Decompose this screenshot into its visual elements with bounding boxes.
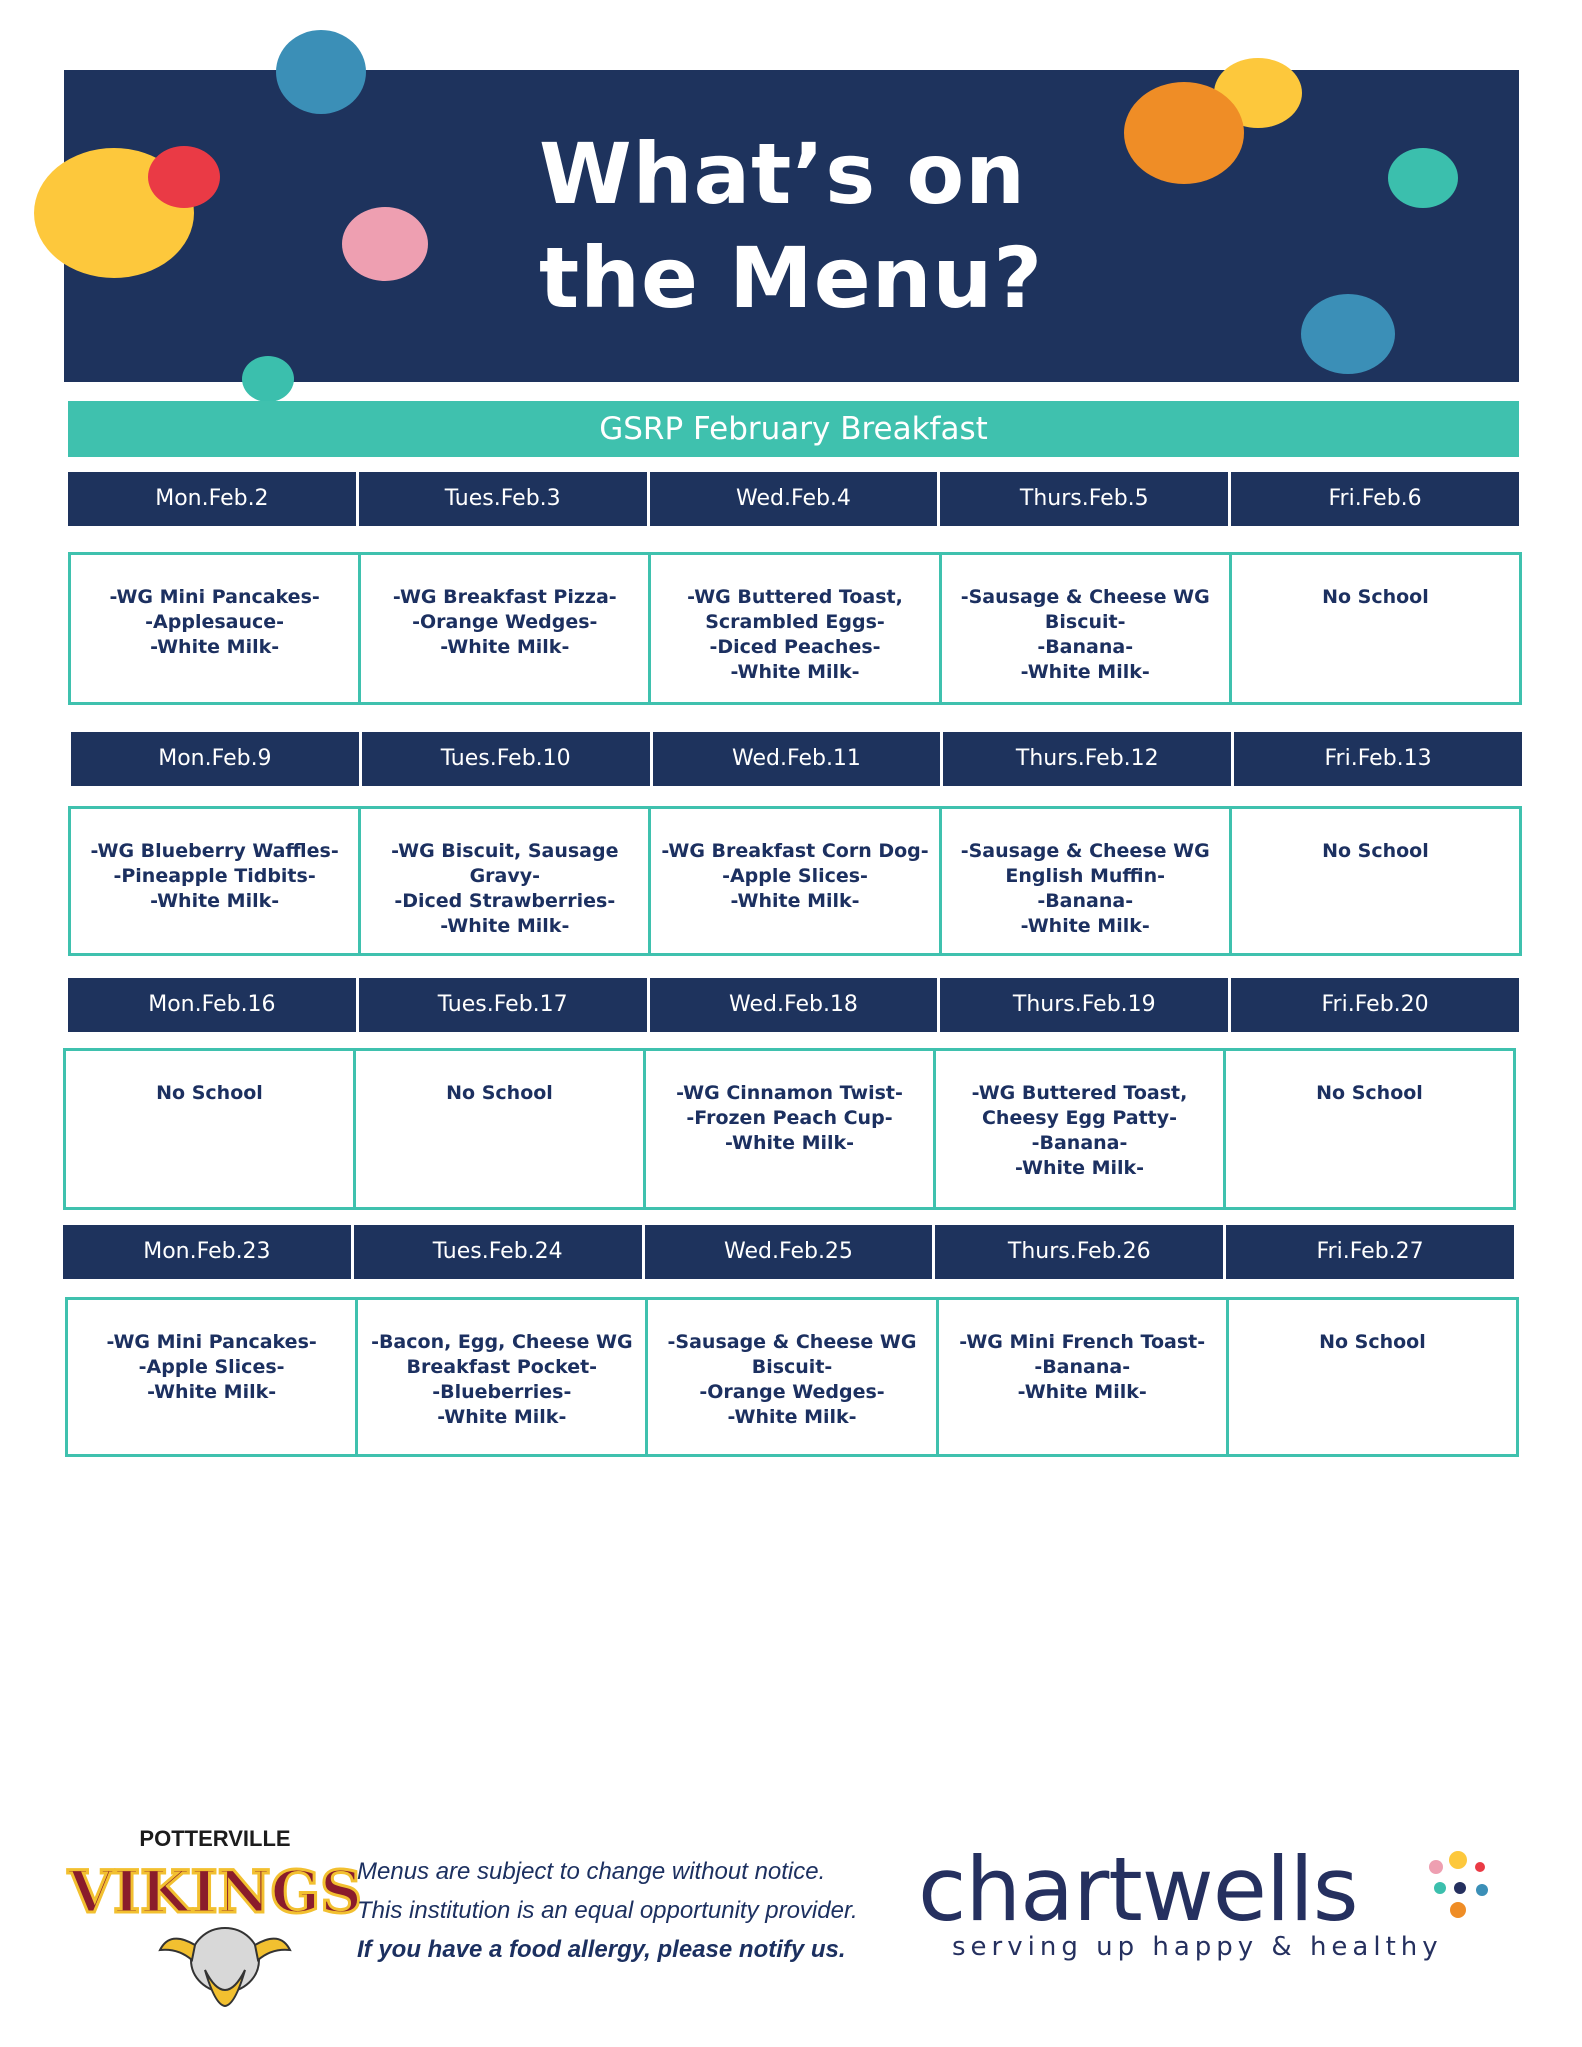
day-header: Tues.Feb.3 [359, 472, 647, 526]
day-menu-cell [1229, 555, 1519, 702]
menu-item: -White Milk- [440, 915, 570, 937]
menu-item: -Sausage & Cheese WG [667, 1331, 917, 1353]
menu-item: -White Milk- [727, 1406, 857, 1428]
menu-item: -Banana- [1031, 1132, 1128, 1154]
week-header-row [68, 978, 1519, 1032]
menu-item: -White Milk- [1020, 661, 1150, 683]
menu-item: No School [1319, 1331, 1426, 1353]
menu-item: -WG Mini Pancakes- [106, 1331, 317, 1353]
decor-dot-blue-right [1301, 294, 1395, 374]
day-menu-cell [1226, 1300, 1516, 1454]
banner-title-line1: What’s on [539, 125, 1026, 223]
menu-item: -WG Breakfast Pizza- [392, 586, 617, 608]
week-menu-row [68, 552, 1522, 705]
menu-item: -WG Blueberry Waffles- [90, 840, 339, 862]
menu-item: -Diced Strawberries- [394, 890, 616, 912]
menu-item: -WG Breakfast Corn Dog- [661, 840, 929, 862]
day-menu-cell [936, 1300, 1226, 1454]
day-menu-cell [353, 1051, 643, 1207]
day-menu-cell [1229, 809, 1519, 953]
week-menu-row [65, 1297, 1519, 1457]
menu-item: -WG Buttered Toast, [687, 586, 903, 608]
menu-item: -White Milk- [1020, 915, 1150, 937]
menu-item: Cheesy Egg Patty- [981, 1107, 1178, 1129]
menu-item: No School [1322, 586, 1429, 608]
logo-line1: POTTERVILLE [139, 1826, 291, 1851]
week-header-row [71, 732, 1522, 786]
day-header: Tues.Feb.24 [354, 1225, 642, 1279]
day-header: Fri.Feb.13 [1234, 732, 1522, 786]
day-menu-cell [648, 809, 938, 953]
decor-dot-green-bottom [242, 356, 294, 402]
notice-change: Menus are subject to change without notice. [357, 1858, 826, 1885]
day-header: Thurs.Feb.5 [940, 472, 1228, 526]
week-menu-row [63, 1048, 1516, 1210]
day-menu-cell [71, 555, 358, 702]
vikings-logo-graphic [67, 1820, 363, 2010]
decor-dot-pink [342, 207, 428, 281]
day-header: Tues.Feb.17 [359, 978, 647, 1032]
day-menu-cell [355, 1300, 645, 1454]
menu-item: -WG Buttered Toast, [971, 1082, 1188, 1104]
menu-item: -Sausage & Cheese WG [960, 586, 1210, 608]
menu-item: -White Milk- [440, 636, 570, 658]
menu-item: -Apple Slices- [722, 865, 868, 887]
menu-item: Gravy- [469, 865, 541, 887]
notice-allergy: If you have a food allergy, please notify us. [357, 1936, 846, 1963]
day-menu-cell [358, 555, 648, 702]
potterville-vikings-logo [67, 1820, 363, 2010]
menu-item: -Applesauce- [145, 611, 285, 633]
day-menu-cell [71, 809, 358, 953]
menu-item: No School [1322, 840, 1429, 862]
menu-item: -White Milk- [730, 661, 860, 683]
day-menu-cell [933, 1051, 1223, 1207]
menu-item: -Blueberries- [432, 1381, 572, 1403]
menu-item: -Orange Wedges- [699, 1381, 885, 1403]
menu-item: Biscuit- [1044, 611, 1126, 633]
brand-tagline: serving up happy & healthy [952, 1932, 1443, 1962]
menu-item: -Bacon, Egg, Cheese WG [371, 1331, 633, 1353]
menu-item: -White Milk- [724, 1132, 855, 1154]
day-header: Tues.Feb.10 [362, 732, 650, 786]
day-header: Mon.Feb.9 [71, 732, 359, 786]
day-header: Wed.Feb.18 [650, 978, 938, 1032]
logo-line2: VIKINGS [67, 1858, 363, 1926]
banner-title [539, 122, 1159, 330]
menu-item: -White Milk- [1014, 1157, 1145, 1179]
menu-item: -WG Biscuit, Sausage [391, 840, 619, 862]
day-menu-cell [939, 555, 1229, 702]
day-header: Mon.Feb.16 [68, 978, 356, 1032]
menu-item: -Apple Slices- [138, 1356, 285, 1378]
menu-item: -White Milk- [150, 890, 280, 912]
banner-title-line2: the Menu? [539, 229, 1044, 327]
day-menu-cell [645, 1300, 935, 1454]
menu-item: No School [446, 1082, 553, 1104]
menu-item: -White Milk- [1017, 1381, 1147, 1403]
menu-item: -Banana- [1034, 1356, 1131, 1378]
menu-item: -White Milk- [147, 1381, 277, 1403]
menu-item: Breakfast Pocket- [406, 1356, 598, 1378]
week-header-row [63, 1225, 1514, 1279]
menu-item: -White Milk- [730, 890, 860, 912]
day-menu-cell [648, 555, 938, 702]
menu-item: -Pineapple Tidbits- [113, 865, 316, 887]
week-header-row [68, 472, 1519, 526]
day-menu-cell [66, 1051, 353, 1207]
brand-dots-icon [1428, 1852, 1508, 1932]
menu-item: -WG Cinnamon Twist- [676, 1082, 903, 1104]
day-header: Thurs.Feb.12 [943, 732, 1231, 786]
menu-item: No School [156, 1082, 263, 1104]
menu-item: -Banana- [1037, 890, 1134, 912]
day-header: Fri.Feb.6 [1231, 472, 1519, 526]
menu-item: -WG Mini Pancakes- [109, 586, 320, 608]
decor-dot-red [148, 146, 220, 208]
menu-item: -Frozen Peach Cup- [686, 1107, 893, 1129]
notice-equal-opportunity: This institution is an equal opportunity provider. [357, 1897, 858, 1924]
decor-dot-green-right [1388, 148, 1458, 208]
menu-item: Scrambled Eggs- [705, 611, 885, 633]
menu-banner [64, 70, 1519, 382]
decor-dot-blue-top [276, 30, 366, 114]
chartwells-logo [918, 1840, 1518, 1970]
day-header: Fri.Feb.27 [1226, 1225, 1514, 1279]
menu-item: -White Milk- [437, 1406, 567, 1428]
menu-item: -Diced Peaches- [709, 636, 881, 658]
day-menu-cell [1223, 1051, 1513, 1207]
menu-notice [357, 1852, 917, 1969]
week-menu-row [68, 806, 1522, 956]
menu-item: English Muffin- [1005, 865, 1166, 887]
day-header: Wed.Feb.25 [645, 1225, 933, 1279]
day-header: Wed.Feb.4 [650, 472, 938, 526]
menu-item: -WG Mini French Toast- [959, 1331, 1206, 1353]
brand-name: chartwells [918, 1838, 1358, 1941]
day-menu-cell [358, 809, 648, 953]
day-menu-cell [643, 1051, 933, 1207]
menu-subtitle: GSRP February Breakfast [68, 401, 1519, 457]
day-header: Thurs.Feb.26 [935, 1225, 1223, 1279]
day-header: Thurs.Feb.19 [940, 978, 1228, 1032]
menu-item: -Sausage & Cheese WG [960, 840, 1210, 862]
menu-item: -White Milk- [150, 636, 280, 658]
day-header: Wed.Feb.11 [653, 732, 941, 786]
day-header: Mon.Feb.2 [68, 472, 356, 526]
menu-item: Biscuit- [751, 1356, 833, 1378]
menu-item: -Banana- [1037, 636, 1134, 658]
day-header: Fri.Feb.20 [1231, 978, 1519, 1032]
day-menu-cell [68, 1300, 355, 1454]
viking-helmet-icon [191, 1928, 259, 1992]
menu-item: -Orange Wedges- [412, 611, 598, 633]
day-menu-cell [939, 809, 1229, 953]
menu-item: No School [1316, 1082, 1423, 1104]
day-header: Mon.Feb.23 [63, 1225, 351, 1279]
